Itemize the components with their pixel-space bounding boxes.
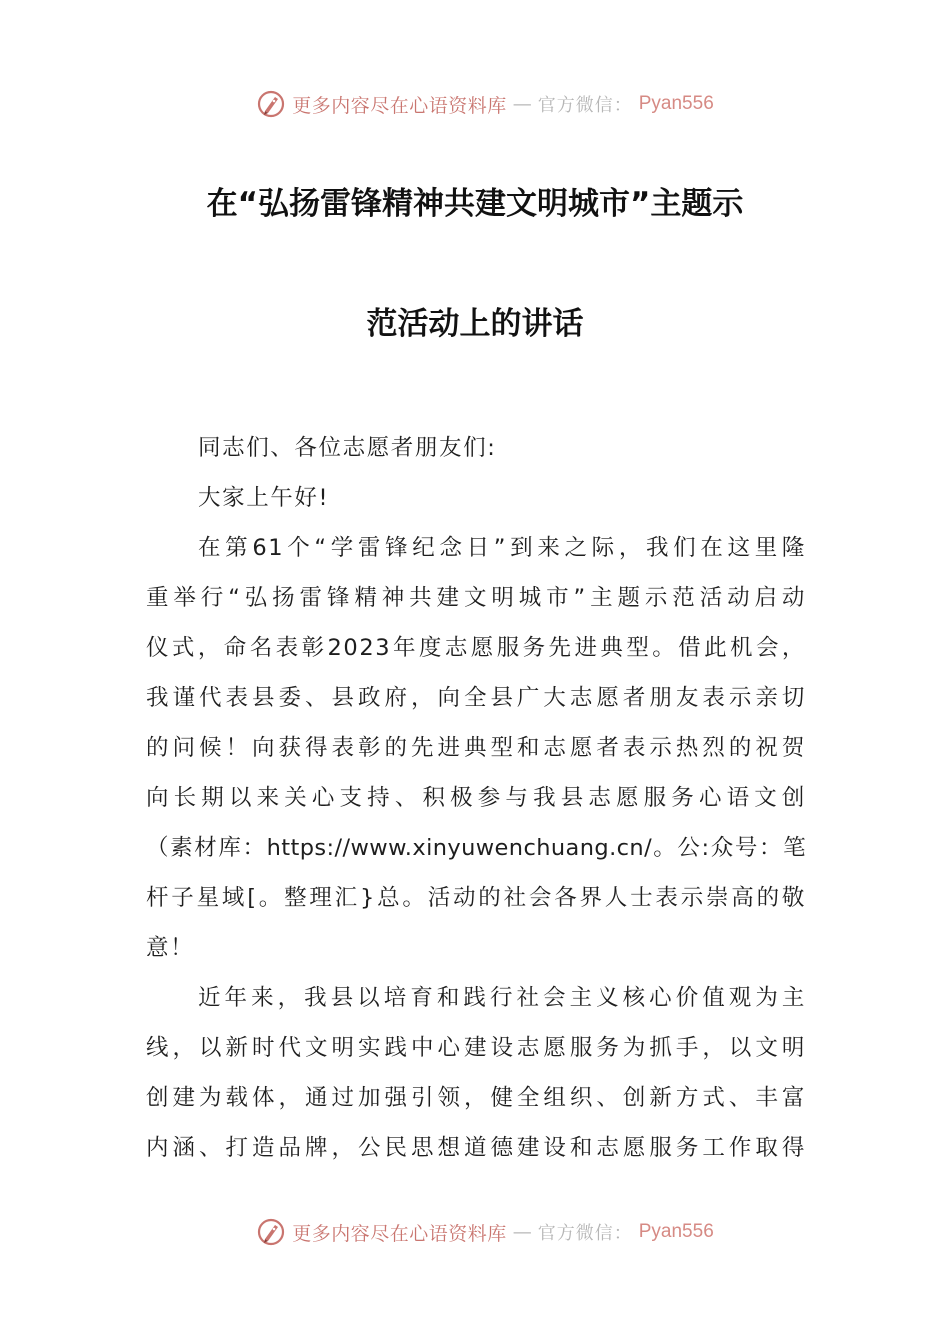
paragraph-2-line-2: 线，以新时代文明实践中心建设志愿服务为抓手，以文明: [146, 1035, 806, 1061]
paragraph-2-line-4: 内涵、打造品牌，公民思想道德建设和志愿服务工作取得: [146, 1135, 806, 1161]
greeting-line: 大家上午好!: [198, 485, 330, 511]
paragraph-1-line-3: 仪式，命名表彰2023年度志愿服务先进典型。借此机会，: [146, 635, 806, 661]
watermark-label: 官方微信：: [537, 95, 633, 116]
bottom-watermark-banner: [0, 1212, 950, 1252]
watermark-wechat-id: Pyan556: [638, 1221, 714, 1242]
watermark-text: 更多内容尽在心语资料库: [292, 1222, 507, 1245]
pen-nib-circle-icon: [256, 1217, 286, 1247]
paragraph-1-line-1: 在第61个“学雷锋纪念日”到来之际，我们在这里隆: [198, 535, 806, 561]
watermark-label: 官方微信：: [537, 1223, 633, 1244]
paragraph-1-line-5: 的问候！向获得表彰的先进典型和志愿者表示热烈的祝贺: [146, 735, 806, 761]
page-title-line-2: 范活动上的讲话: [366, 306, 584, 342]
watermark-wechat-id: Pyan556: [638, 93, 714, 114]
paragraph-1-line-8: 杆子星域[。整理汇}总。活动的社会各界人士表示崇高的敬: [146, 885, 806, 911]
paragraph-1-line-7: （素材库：https://www.xinyuwenchuang.cn/。公:众号：笔: [146, 835, 806, 861]
salutation-line: 同志们、各位志愿者朋友们:: [198, 435, 497, 461]
paragraph-1-line-2: 重举行“弘扬雷锋精神共建文明城市”主题示范活动启动: [146, 585, 806, 611]
paragraph-1-line-6: 向长期以来关心支持、积极参与我县志愿服务心语文创: [146, 785, 806, 811]
paragraph-1-line-9: 意！: [146, 935, 195, 961]
paragraph-1-line-4: 我谨代表县委、县政府，向全县广大志愿者朋友表示亲切: [146, 685, 806, 711]
pen-nib-circle-icon: [256, 89, 286, 119]
watermark-text: 更多内容尽在心语资料库: [292, 94, 507, 117]
paragraph-2-line-3: 创建为载体，通过加强引领，健全组织、创新方式、丰富: [146, 1085, 806, 1111]
watermark-separator: —: [512, 93, 532, 115]
paragraph-2-line-1: 近年来，我县以培育和践行社会主义核心价值观为主: [198, 985, 806, 1011]
page-title-line-1: 在“弘扬雷锋精神共建文明城市”主题示: [206, 186, 744, 222]
watermark-separator: —: [512, 1221, 532, 1243]
top-watermark-banner: [0, 84, 950, 124]
